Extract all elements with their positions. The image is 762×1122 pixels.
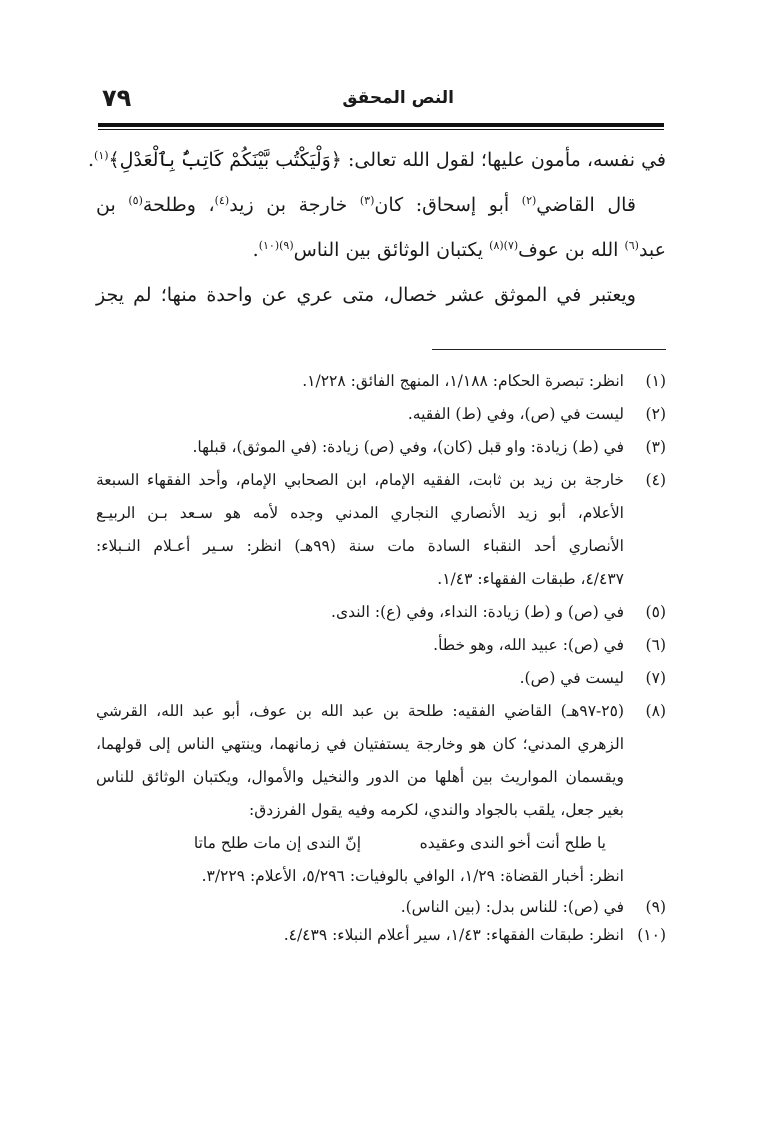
footnote-9 bbox=[96, 893, 666, 921]
footnote-1 bbox=[96, 365, 666, 398]
poem-hemistich-2: إنّ الندى إن مات طلح ماتا bbox=[193, 834, 361, 852]
text-run: خارجة بن زيد bbox=[229, 194, 360, 216]
footnote-ref: (٣) bbox=[359, 194, 375, 207]
footnote-number: (١) bbox=[645, 372, 666, 390]
footnote-text: في (ط) زيادة: واو قبل (كان)، وفي (ص) زيادة: (في الموثق)، قبلها. bbox=[192, 438, 624, 456]
footnote-7 bbox=[96, 662, 666, 695]
footnote-number: (٧) bbox=[645, 669, 666, 687]
text-run: بن bbox=[96, 194, 129, 216]
footnote-line: انظر: أخبار القضاة: ١/٢٩، الوافي بالوفيات: ٥/٢٩٦، الأعلام: ٣/٢٢٩. bbox=[201, 867, 624, 885]
footnote-text: ليست في (ص)، وفي (ط) الفقيه. bbox=[407, 405, 624, 423]
footnote-line: بغير جعل، يلقب بالجواد والندي، لكرمه وفيه يقول الفرزدق: bbox=[249, 801, 624, 819]
main-line-3 bbox=[96, 228, 666, 273]
footnote-line: (٢٥-٩٧هـ) القاضي الفقيه: طلحة بن عبد الله بن عوف، أبو عبد الله، القرشي bbox=[96, 702, 624, 720]
footnote-number: (٢) bbox=[645, 405, 666, 423]
text-run: . bbox=[252, 239, 259, 261]
text-run: ، وطلحة bbox=[142, 194, 215, 216]
text-run: يكتبان الوثائق بين الناس bbox=[293, 239, 490, 261]
footnote-line: الزهري المدني؛ كان هو وخارجة يستفتيان في زمانهما، وينتهي الناس إلى قولهما، bbox=[96, 735, 624, 753]
page-header bbox=[98, 84, 664, 120]
footnote-number: (٥) bbox=[645, 603, 666, 621]
footnote-line: الأنصاري أحد النقباء السادة مات سنة (٩٩هـ) انظر: سـير أعـلام النـبلاء: bbox=[96, 537, 624, 555]
footnote-ref: (٥) bbox=[128, 194, 143, 207]
footnote-ref: (٤) bbox=[214, 194, 230, 207]
page-number: ٧٩ bbox=[102, 84, 132, 112]
text-run: في نفسه، مأمون عليها؛ لقول الله تعالى: bbox=[341, 149, 666, 171]
footnote-separator bbox=[432, 349, 666, 350]
footnote-ref: (٩)(١٠) bbox=[258, 239, 294, 252]
footnote-text: في (ص): عبيد الله، وهو خطأ. bbox=[433, 636, 624, 654]
footnote-number: (٨) bbox=[645, 702, 666, 720]
footnote-number: (٩) bbox=[645, 898, 666, 916]
footnote-ref: (٧)(٨) bbox=[489, 239, 519, 252]
footnote-number: (٤) bbox=[645, 471, 666, 489]
main-line-4: ويعتبر في الموثق عشر خصال، متى عري عن واحدة منها؛ لم يجز bbox=[96, 284, 636, 306]
footnote-2 bbox=[96, 398, 666, 431]
footnote-10 bbox=[96, 921, 666, 949]
poem-hemistich-1: يا طلح أنت أخو الندى وعقيده bbox=[419, 834, 606, 852]
footnote-text: ليست في (ص). bbox=[519, 669, 624, 687]
poem-verse bbox=[96, 827, 624, 860]
footnote-text: في (ص) و (ط) زيادة: النداء، وفي (ع): الندى. bbox=[331, 603, 624, 621]
footnote-line: خارجة بن زيد بن ثابت، الفقيه الإمام، ابن الصحابي الإمام، وأحد الفقهاء السبعة bbox=[96, 471, 624, 489]
main-line-2 bbox=[96, 183, 666, 228]
footnote-ref: (١) bbox=[94, 149, 109, 162]
text-run: الله بن عوف bbox=[518, 239, 625, 261]
text-run: . bbox=[87, 149, 95, 171]
footnote-line: ٤/٤٣٧، طبقات الفقهاء: ١/٤٣. bbox=[437, 570, 624, 588]
main-line-1 bbox=[87, 138, 666, 183]
footnote-ref: (٢) bbox=[521, 194, 537, 207]
text-run: قال القاضي bbox=[536, 194, 637, 216]
main-text bbox=[87, 138, 666, 318]
running-title: النص المحقق bbox=[342, 88, 454, 108]
footnote-5 bbox=[96, 596, 666, 629]
text-run: أبو إسحاق: كان bbox=[374, 194, 522, 216]
footnote-4 bbox=[96, 464, 666, 596]
footnote-3 bbox=[96, 431, 666, 464]
footnote-text: انظر: طبقات الفقهاء: ١/٤٣، سير أعلام النبلاء: ٤/٤٣٩. bbox=[283, 926, 624, 944]
header-rule-thick bbox=[98, 123, 664, 127]
footnote-number: (١٠) bbox=[637, 926, 666, 944]
footnote-ref: (٦) bbox=[624, 239, 639, 252]
footnote-6 bbox=[96, 629, 666, 662]
footnote-text: انظر: تبصرة الحكام: ١/١٨٨، المنهج الفائق: ١/٢٢٨. bbox=[302, 372, 624, 390]
header-rule-thin bbox=[98, 129, 664, 130]
footnote-line: الأعلام، أبو زيد الأنصاري النجاري المدني وجده لأمه هو سـعد بـن الربيـع bbox=[96, 504, 624, 522]
footnotes bbox=[96, 365, 666, 949]
footnote-8 bbox=[96, 695, 666, 893]
footnote-line: ويقسمان المواريث بين أهلها من الدور والنخيل والأموال، ويكتبان الوثائق للناس bbox=[96, 768, 624, 786]
quran-verse: ﴿وَلْيَكْتُب بَّيْنَكُمْ كَاتِبٌۢ بِٱلْعَدْلِ﴾ bbox=[108, 149, 342, 171]
text-run: عبد bbox=[638, 239, 666, 261]
footnote-text: في (ص): للناس بدل: (بين الناس). bbox=[400, 898, 624, 916]
footnote-number: (٦) bbox=[645, 636, 666, 654]
footnote-number: (٣) bbox=[645, 438, 666, 456]
